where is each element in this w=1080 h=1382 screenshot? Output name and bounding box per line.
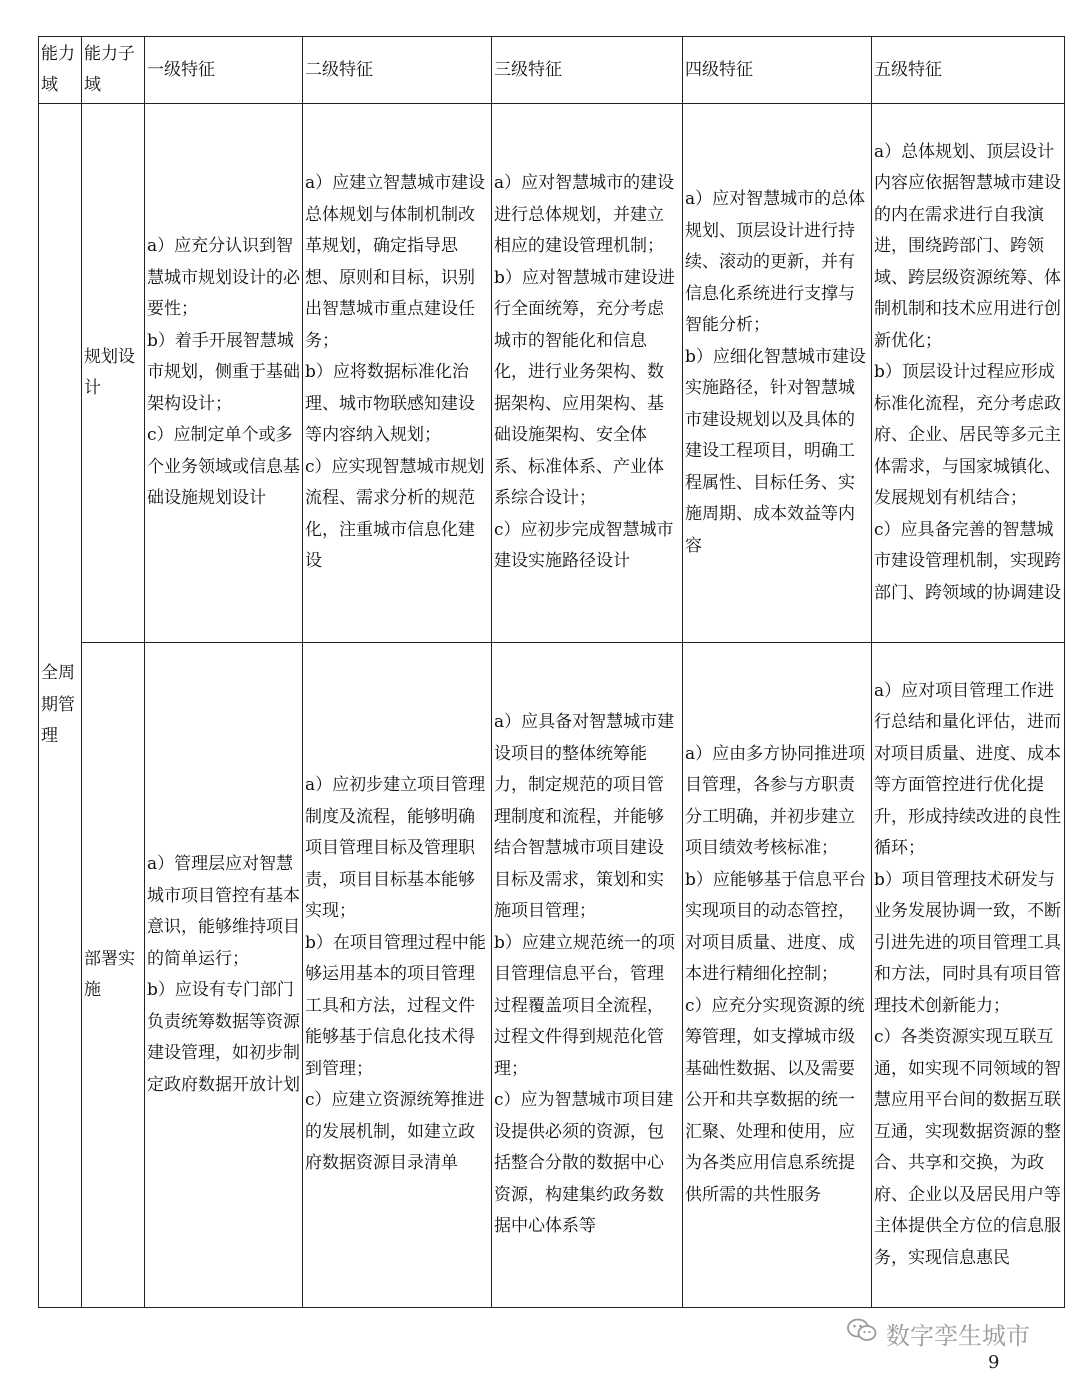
table-row-planning xyxy=(39,104,1065,643)
watermark-text: 数字孪生城市 xyxy=(886,1321,1030,1350)
level3-text: a）应对智慧城市的建设进行总体规划，并建立相应的建设管理机制； b）应对智慧城市建设进行全面统筹，充分考虑城市的智能化和信息化，进行业务架构、数据架构、应用架构、基础设施架构、安全体系、标准体系、产业体系综合设计； c）应初步完成智慧城市建设实施路径设计 xyxy=(494,173,675,572)
level4-cell xyxy=(683,104,872,643)
level2-text: a）应建立智慧城市建设总体规划与体制机制改革规划，确定指导思想、原则和目标，识别出智慧城市重点建设任务； b）应将数据标准化治理、城市物联感知建设等内容纳入规划； c）应实现智慧城市规划流程、需求分析的规范化，注重城市信息化建设 xyxy=(305,173,486,572)
level3-text: a）应具备对智慧城市建设项目的整体统筹能力，制定规范的项目管理制度和流程，并能够结合智慧城市项目建设目标及需求，策划和实施项目管理； b）应建立规范统一的项目管理信息平台，管理过程覆盖项目全流程，过程文件得到规范化管理； c）应为智慧城市项目建设提供必须的资源，包括整合分散的数据中心资源，构建集约政务数据中心体系等 xyxy=(494,712,675,1237)
level5-cell xyxy=(872,104,1065,643)
watermark xyxy=(846,1318,1030,1348)
level5-cell xyxy=(872,643,1065,1308)
level1-text: a）管理层应对智慧城市项目管控有基本意识，能够维持项目的简单运行； b）应设有专门部门负责统筹数据等资源建设管理，如初步制定政府数据开放计划 xyxy=(147,854,300,1095)
level1-cell xyxy=(145,643,303,1308)
header-domain: 能力域 xyxy=(39,37,82,104)
header-level5: 五级特征 xyxy=(872,37,1065,104)
domain-cell: 全周期管理 xyxy=(39,104,82,1308)
level3-cell xyxy=(492,104,683,643)
header-level4: 四级特征 xyxy=(683,37,872,104)
table-row-deployment xyxy=(39,643,1065,1308)
subdomain-cell: 规划设计 xyxy=(82,104,145,643)
level3-cell xyxy=(492,643,683,1308)
level5-text: a）总体规划、顶层设计内容应依据智慧城市建设的内在需求进行自我演进，围绕跨部门、跨领域、跨层级资源统筹、体制机制和技术应用进行创新优化； b）顶层设计过程应形成标准化流程，充分考虑政府、企业、居民等多元主体需求，与国家城镇化、发展规划有机结合； c）应具备完善的智慧城市建设管理机制，实现跨部门、跨领域的协调建设 xyxy=(874,141,1061,603)
level4-text: a）应由多方协同推进项目管理，各参与方职责分工明确，并初步建立项目绩效考核标准； b）应能够基于信息平台实现项目的动态管控，对项目质量、进度、成本进行精细化控制； c）应充分实现资源的统筹管理，如支撑城市级基础性数据、以及需要公开和共享数据的统一汇聚、处理和使用，应为各类应用信息系统提供所需的共性服务 xyxy=(685,743,866,1205)
header-level2: 二级特征 xyxy=(303,37,492,104)
header-level3: 三级特征 xyxy=(492,37,683,104)
wechat-icon xyxy=(846,1317,878,1349)
subdomain-cell: 部署实施 xyxy=(82,643,145,1308)
page-number: 9 xyxy=(988,1352,1000,1373)
level5-text: a）应对项目管理工作进行总结和量化评估，进而对项目质量、进度、成本等方面管控进行优化提升，形成持续改进的良性循环； b）项目管理技术研发与业务发展协调一致，不断引进先进的项目管理工具和方法，同时具有项目管理技术创新能力； c）各类资源实现互联互通，如实现不同领域的智慧应用平台间的数据互联互通，实现数据资源的整合、共享和交换，为政府、企业以及居民用户等主体提供全方位的信息服务，实现信息惠民 xyxy=(874,680,1061,1268)
level2-text: a）应初步建立项目管理制度及流程，能够明确项目管理目标及管理职责，项目目标基本能够实现； b）在项目管理过程中能够运用基本的项目管理工具和方法，过程文件能够基于信息化技术得到管理； c）应建立资源统筹推进的发展机制，如建立政府数据资源目录清单 xyxy=(305,775,486,1174)
level4-cell xyxy=(683,643,872,1308)
header-level1: 一级特征 xyxy=(145,37,303,104)
level1-text: a）应充分认识到智慧城市规划设计的必要性； b）着手开展智慧城市规划，侧重于基础架构设计； c）应制定单个或多个业务领域或信息基础设施规划设计 xyxy=(147,236,300,509)
level2-cell xyxy=(303,104,492,643)
feature-table xyxy=(38,36,1065,1308)
level1-cell xyxy=(145,104,303,643)
header-subdomain: 能力子域 xyxy=(82,37,145,104)
level2-cell xyxy=(303,643,492,1308)
table-header-row xyxy=(39,37,1065,104)
level4-text: a）应对智慧城市的总体规划、顶层设计进行持续、滚动的更新，并有信息化系统进行支撑与智能分析； b）应细化智慧城市建设实施路径，针对智慧城市建设规划以及具体的建设工程项目，明确工程属性、目标任务、实施周期、成本效益等内容 xyxy=(685,189,866,556)
